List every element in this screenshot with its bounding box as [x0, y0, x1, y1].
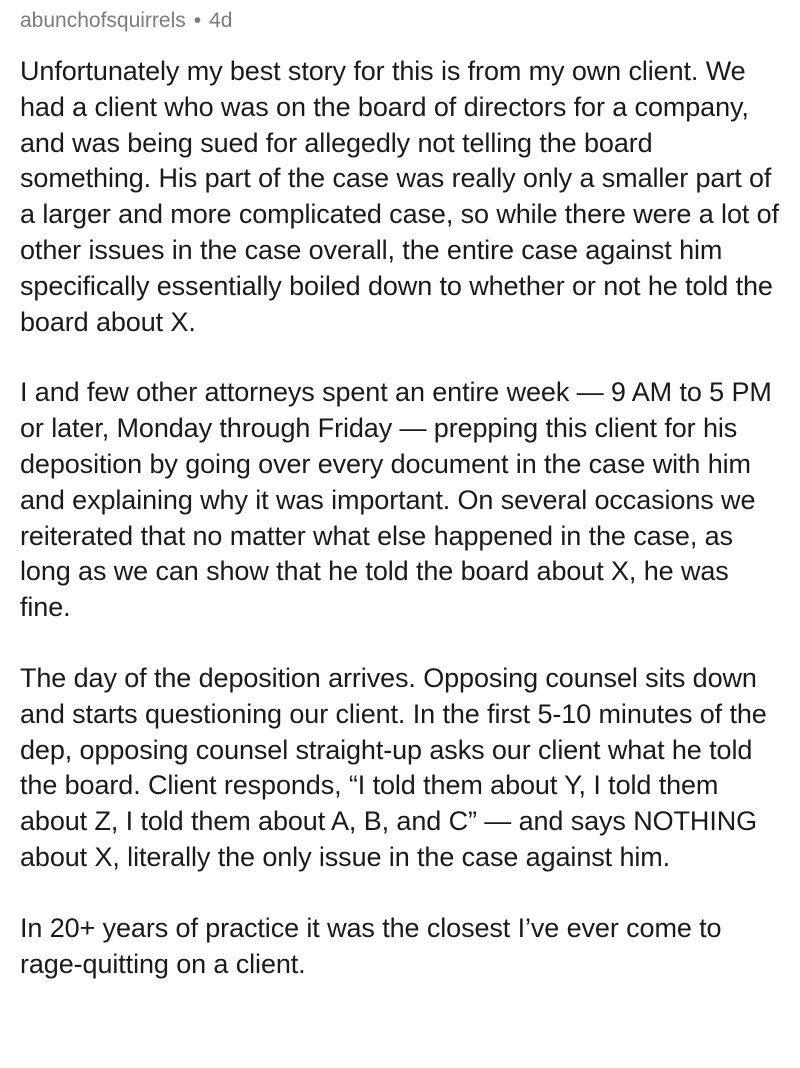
comment-paragraph: Unfortunately my best story for this is from my own client. We had a client who was on the board of directors for a company, and was being sued for allegedly not telling the board something. His part of the case was really only a smaller part of a larger and more complicated case, so while there were a lot of other issues in the case overall, the entire case against him specifically essentially boiled down to whether or not he told the board about X. [20, 56, 779, 337]
comment-body [20, 54, 782, 982]
comment-meta [20, 6, 782, 36]
comment-paragraph: The day of the deposition arrives. Opposing counsel sits down and starts questioning our client. In the first 5-10 minutes of the dep, opposing counsel straight-up asks our client what he told the board. Client responds, “I told them about Y, I told them about Z, I told them about A, B, and C” — and says NOTHING about X, literally the only issue in the case against him. [20, 662, 767, 872]
comment-paragraph: I and few other attorneys spent an entire week — 9 AM to 5 PM or later, Monday through Friday — prepping this client for his deposition by going over every document in the case with him and explaining why it was important. On several occasions we reiterated that no matter what else happened in the case, as long as we can show that he told the board about X, he was fine. [20, 377, 772, 623]
comment-paragraph: In 20+ years of practice it was the closest I’ve ever come to rage-quitting on a client. [20, 912, 722, 979]
comment [20, 6, 782, 982]
author-username[interactable]: abunchofsquirrels [20, 9, 186, 32]
meta-separator: • [193, 9, 202, 32]
comment-age[interactable]: 4d [209, 9, 233, 32]
